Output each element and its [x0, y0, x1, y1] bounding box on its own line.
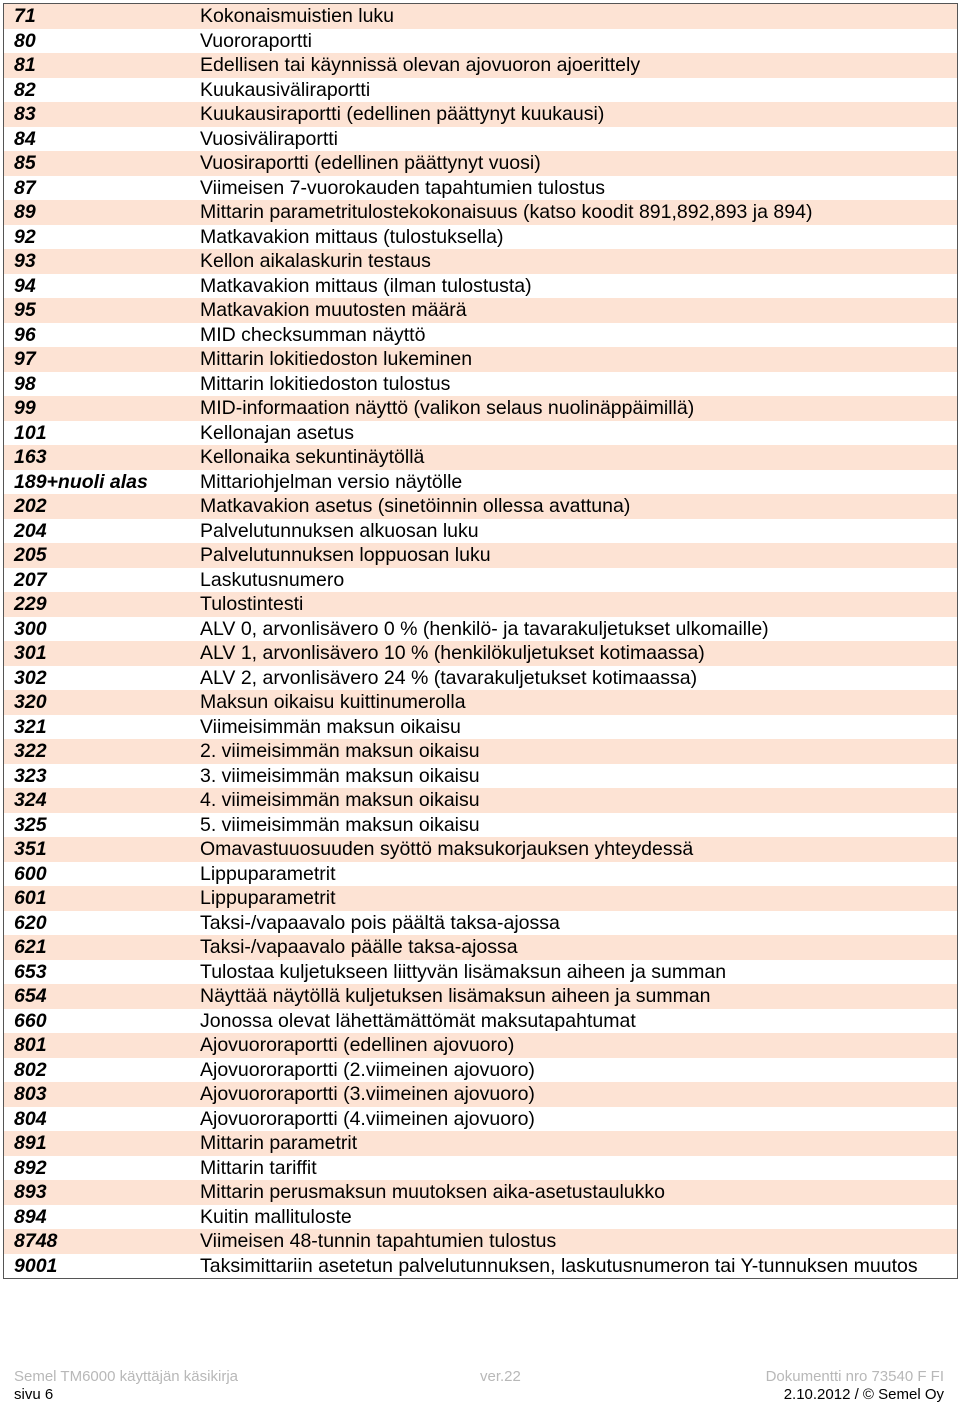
description-cell: Palvelutunnuksen alkuosan luku	[200, 519, 479, 542]
footer-page-number: sivu 6	[14, 1386, 54, 1403]
table-row	[4, 421, 958, 446]
table-row	[4, 592, 958, 617]
command-code-rows	[4, 4, 958, 1279]
code-cell: 302	[14, 666, 47, 689]
description-cell: ALV 1, arvonlisävero 10 % (henkilökuljetukset kotimaassa)	[190, 641, 958, 666]
code-cell: 229	[4, 592, 191, 617]
description-cell: Matkavakion mittaus (ilman tulostusta)	[200, 274, 532, 297]
table-row	[4, 347, 958, 372]
table-row	[4, 764, 958, 789]
code-cell: 804	[14, 1107, 47, 1130]
table-row	[4, 1156, 958, 1181]
description-cell: Matkavakion muutosten määrä	[190, 298, 958, 323]
description-cell: Mittarin parametrit	[190, 1131, 958, 1156]
code-cell: 891	[4, 1131, 191, 1156]
table-row	[4, 739, 958, 764]
description-cell: 5. viimeisimmän maksun oikaisu	[200, 813, 480, 836]
table-row	[4, 641, 958, 666]
description-cell: Vuororaportti	[200, 29, 313, 52]
command-code-table	[3, 3, 958, 1279]
code-cell: 98	[14, 372, 36, 395]
description-cell: Taksi-/vapaavalo pois päältä taksa-ajossa	[200, 911, 560, 934]
code-cell: 85	[4, 151, 191, 176]
table-row	[4, 225, 958, 250]
description-cell: Ajovuororaportti (4.viimeinen ajovuoro)	[200, 1107, 535, 1130]
code-cell: 99	[4, 396, 191, 421]
table-row	[4, 788, 958, 813]
table-row	[4, 445, 958, 470]
description-cell: Kellonajan asetus	[200, 421, 354, 444]
description-cell: Tulostaa kuljetukseen liittyvän lisämaksun aiheen ja summan	[200, 960, 727, 983]
table-row	[4, 960, 958, 985]
table-row	[4, 1131, 958, 1156]
description-cell: 2. viimeisimmän maksun oikaisu	[190, 739, 958, 764]
code-cell: 324	[4, 788, 191, 813]
table-row	[4, 372, 958, 397]
table-row	[4, 274, 958, 299]
code-cell: 351	[4, 837, 191, 862]
code-cell: 325	[14, 813, 47, 836]
code-cell: 620	[14, 911, 47, 934]
table-row	[4, 862, 958, 887]
description-cell: Laskutusnumero	[200, 568, 345, 591]
description-cell: Tulostintesti	[190, 592, 958, 617]
code-cell: 320	[4, 690, 191, 715]
table-row	[4, 323, 958, 348]
code-cell: 653	[14, 960, 47, 983]
code-cell: 803	[4, 1082, 191, 1107]
description-cell: Mittarin lokitiedoston tulostus	[200, 372, 451, 395]
code-cell: 163	[4, 445, 191, 470]
table-row	[4, 249, 958, 274]
table-row	[4, 53, 958, 78]
code-cell: 204	[14, 519, 47, 542]
code-cell: 601	[4, 886, 191, 911]
table-row	[4, 470, 958, 495]
code-cell: 8748	[4, 1229, 191, 1254]
description-cell: Matkavakion asetus (sinetöinnin ollessa avattuna)	[190, 494, 958, 519]
description-cell: Vuosiväliraportti	[200, 127, 339, 150]
code-cell: 189+nuoli alas	[14, 470, 148, 493]
table-row	[4, 1254, 958, 1279]
description-cell: MID-informaation näyttö (valikon selaus nuolinäppäimillä)	[190, 396, 958, 421]
code-cell: 82	[14, 78, 36, 101]
table-row	[4, 543, 958, 568]
code-cell: 9001	[14, 1254, 58, 1277]
description-cell: Kuukausiraportti (edellinen päättynyt kuukausi)	[190, 102, 958, 127]
table-row	[4, 837, 958, 862]
footer-version: ver.22	[480, 1368, 521, 1385]
description-cell: Ajovuororaportti (2.viimeinen ajovuoro)	[200, 1058, 535, 1081]
table-row	[4, 911, 958, 936]
description-cell: Lippuparametrit	[190, 886, 958, 911]
table-row	[4, 298, 958, 323]
description-cell: Taksimittariin asetetun palvelutunnuksen, laskutusnumeron tai Y-tunnuksen muutos	[200, 1254, 918, 1277]
table-row	[4, 690, 958, 715]
description-cell: Kellonaika sekuntinäytöllä	[190, 445, 958, 470]
description-cell: Taksi-/vapaavalo päälle taksa-ajossa	[190, 935, 958, 960]
code-cell: 323	[14, 764, 47, 787]
code-cell: 322	[4, 739, 191, 764]
code-cell: 801	[4, 1033, 191, 1058]
code-cell: 95	[4, 298, 191, 323]
table-row	[4, 1033, 958, 1058]
table-row	[4, 151, 958, 176]
description-cell: 4. viimeisimmän maksun oikaisu	[190, 788, 958, 813]
code-cell: 205	[4, 543, 191, 568]
description-cell: Omavastuuosuuden syöttö maksukorjauksen yhteydessä	[190, 837, 958, 862]
description-cell: ALV 2, arvonlisävero 24 % (tavarakuljetukset kotimaassa)	[200, 666, 698, 689]
description-cell: 3. viimeisimmän maksun oikaisu	[200, 764, 480, 787]
description-cell: Viimeisen 7-vuorokauden tapahtumien tulostus	[200, 176, 606, 199]
code-cell: 207	[14, 568, 47, 591]
description-cell: Lippuparametrit	[200, 862, 336, 885]
description-cell: Edellisen tai käynnissä olevan ajovuoron ajoerittely	[190, 53, 958, 78]
code-cell: 321	[14, 715, 47, 738]
table-row	[4, 715, 958, 740]
description-cell: MID checksumman näyttö	[200, 323, 426, 346]
table-row	[4, 494, 958, 519]
table-row	[4, 29, 958, 54]
code-cell: 894	[14, 1205, 47, 1228]
code-cell: 654	[4, 984, 191, 1009]
description-cell: Mittarin parametritulostekokonaisuus (katso koodit 891,892,893 ja 894)	[190, 200, 958, 225]
code-cell: 893	[4, 1180, 191, 1205]
table-row	[4, 102, 958, 127]
code-cell: 301	[4, 641, 191, 666]
code-cell: 80	[14, 29, 36, 52]
table-row	[4, 935, 958, 960]
description-cell: Kellon aikalaskurin testaus	[190, 249, 958, 274]
description-cell: Mittariohjelman versio näytölle	[200, 470, 463, 493]
table-row	[4, 813, 958, 838]
description-cell: Ajovuororaportti (3.viimeinen ajovuoro)	[190, 1082, 958, 1107]
description-cell: Mittarin lokitiedoston lukeminen	[190, 347, 958, 372]
table-row	[4, 1009, 958, 1034]
table-row	[4, 886, 958, 911]
code-cell: 81	[4, 53, 191, 78]
code-cell: 101	[14, 421, 47, 444]
table-row	[4, 1082, 958, 1107]
code-cell: 92	[14, 225, 36, 248]
table-row	[4, 176, 958, 201]
code-cell: 71	[4, 4, 191, 29]
code-cell: 202	[4, 494, 191, 519]
code-cell: 87	[14, 176, 36, 199]
code-cell: 96	[14, 323, 36, 346]
description-cell: Näyttää näytöllä kuljetuksen lisämaksun aiheen ja summan	[190, 984, 958, 1009]
description-cell: Vuosiraportti (edellinen päättynyt vuosi)	[190, 151, 958, 176]
footer-date-copyright: 2.10.2012 / © Semel Oy	[783, 1386, 944, 1403]
description-cell: Matkavakion mittaus (tulostuksella)	[200, 225, 504, 248]
table-row	[4, 4, 958, 29]
description-cell: Jonossa olevat lähettämättömät maksutapahtumat	[200, 1009, 636, 1032]
footer-manual-title: Semel TM6000 käyttäjän käsikirja	[14, 1368, 238, 1385]
table-row	[4, 396, 958, 421]
code-cell: 802	[14, 1058, 47, 1081]
code-cell: 89	[4, 200, 191, 225]
table-row	[4, 1180, 958, 1205]
table-row	[4, 1229, 958, 1254]
table-row	[4, 127, 958, 152]
code-cell: 892	[14, 1156, 47, 1179]
table-row	[4, 617, 958, 642]
table-row	[4, 666, 958, 691]
code-cell: 97	[4, 347, 191, 372]
description-cell: Mittarin perusmaksun muutoksen aika-asetustaulukko	[190, 1180, 958, 1205]
table-row	[4, 1107, 958, 1132]
description-cell: Ajovuororaportti (edellinen ajovuoro)	[190, 1033, 958, 1058]
description-cell: ALV 0, arvonlisävero 0 % (henkilö- ja tavarakuljetukset ulkomaille)	[200, 617, 769, 640]
code-cell: 660	[14, 1009, 47, 1032]
table-row	[4, 519, 958, 544]
description-cell: Kuukausiväliraportti	[200, 78, 371, 101]
code-cell: 94	[14, 274, 36, 297]
description-cell: Maksun oikaisu kuittinumerolla	[190, 690, 958, 715]
table-row	[4, 1205, 958, 1230]
code-cell: 83	[4, 102, 191, 127]
description-cell: Viimeisimmän maksun oikaisu	[200, 715, 461, 738]
table-row	[4, 568, 958, 593]
table-row	[4, 984, 958, 1009]
code-cell: 600	[14, 862, 47, 885]
code-cell: 300	[14, 617, 47, 640]
footer-document-number: Dokumentti nro 73540 F FI	[765, 1368, 944, 1385]
code-cell: 621	[4, 935, 191, 960]
table-row	[4, 200, 958, 225]
code-cell: 93	[4, 249, 191, 274]
description-cell: Viimeisen 48-tunnin tapahtumien tulostus	[190, 1229, 958, 1254]
description-cell: Mittarin tariffit	[200, 1156, 317, 1179]
description-cell: Kuitin mallituloste	[200, 1205, 352, 1228]
code-cell: 84	[14, 127, 36, 150]
table-row	[4, 78, 958, 103]
description-cell: Kokonaismuistien luku	[190, 4, 958, 29]
table-row	[4, 1058, 958, 1083]
description-cell: Palvelutunnuksen loppuosan luku	[190, 543, 958, 568]
